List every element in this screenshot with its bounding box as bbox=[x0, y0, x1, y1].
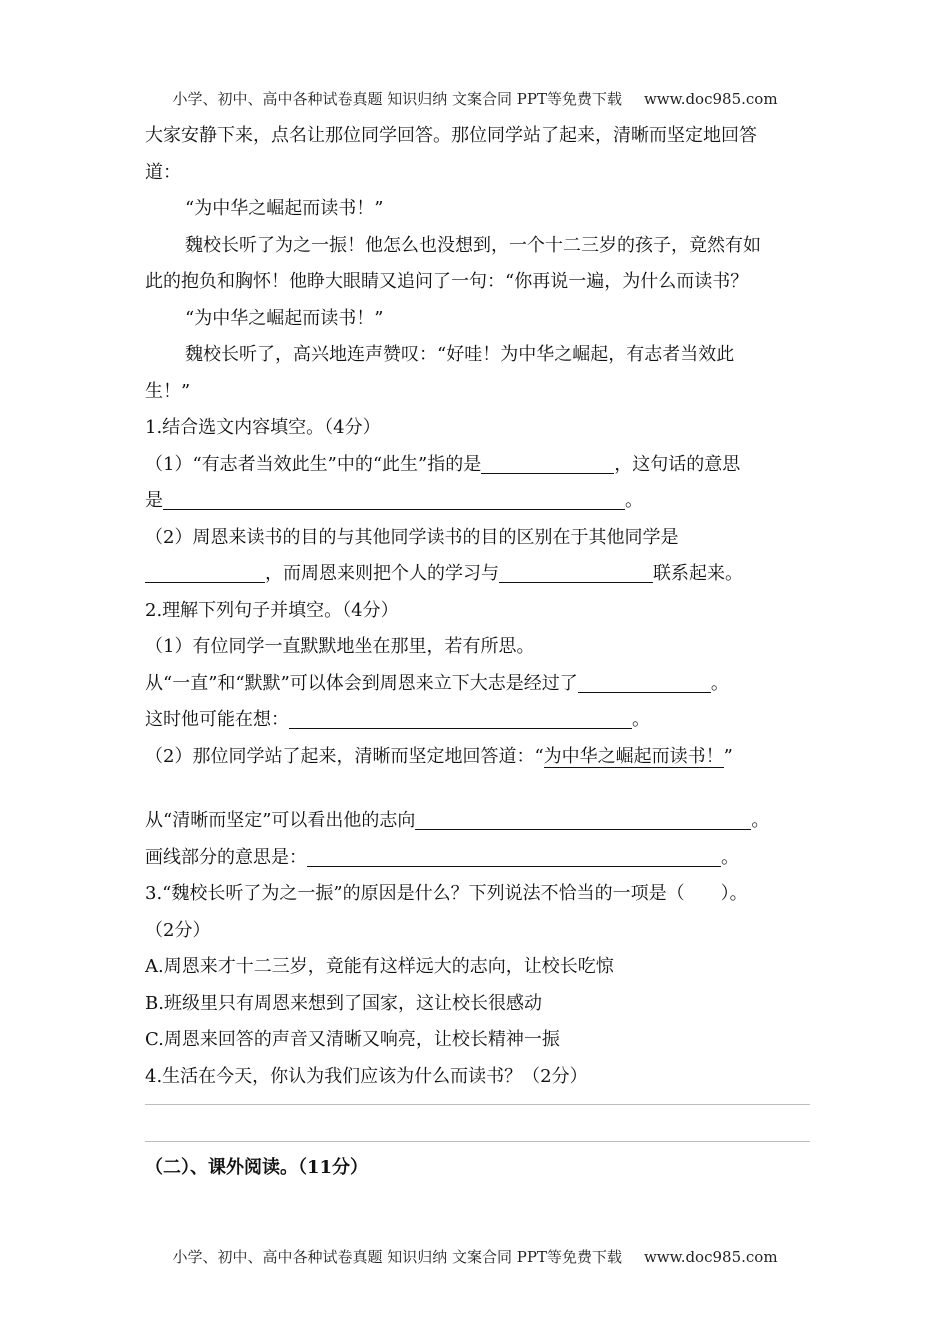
question-4-title: 4.生活在今天，你认为我们应该为什么而读书？（2分） bbox=[145, 1065, 588, 1087]
q2-text: 从“清晰而坚定”可以看出他的志向 bbox=[145, 810, 416, 831]
passage-line: 魏校长听了，高兴地连声赞叹：“好哇！为中华之崛起，有志者当效此 bbox=[185, 344, 735, 365]
q2-text: 。 bbox=[710, 672, 729, 694]
question-1-1-cont bbox=[145, 483, 810, 520]
answer-blank[interactable] bbox=[163, 487, 625, 510]
footer-text: 小学、初中、高中各种试卷真题 知识归纳 文案合同 PPT等免费下载 bbox=[172, 1248, 622, 1266]
question-2-2-a bbox=[145, 803, 810, 840]
question-2-1-a bbox=[145, 666, 810, 703]
q2-text: ” bbox=[723, 745, 733, 767]
passage-line: 生！” bbox=[145, 380, 191, 402]
header-site: www.doc985.com bbox=[643, 90, 778, 108]
q1-text: 是 bbox=[145, 490, 163, 511]
section-2-title: （二）、课外阅读。（11分） bbox=[145, 1157, 369, 1178]
q1-text: 联系起来。 bbox=[653, 563, 743, 584]
q1-text: ，这句话的意思 bbox=[614, 453, 741, 475]
q1-text: ，而周恩来则把个人的学习与 bbox=[265, 563, 499, 584]
answer-blank[interactable] bbox=[289, 706, 632, 729]
question-3-score: （2分） bbox=[145, 919, 211, 941]
answer-blank[interactable] bbox=[578, 670, 711, 693]
passage-line: 道： bbox=[145, 161, 181, 183]
spacer bbox=[145, 1105, 810, 1141]
question-1-2-cont bbox=[145, 556, 810, 593]
q2-text: 。 bbox=[721, 846, 739, 868]
spacer bbox=[145, 1095, 810, 1104]
q1-text: 。 bbox=[625, 490, 643, 511]
question-1-title: 1.结合选文内容填空。（4分） bbox=[145, 417, 381, 438]
passage-quote: “为中华之崛起而读书！” bbox=[185, 307, 384, 329]
header-text: 小学、初中、高中各种试卷真题 知识归纳 文案合同 PPT等免费下载 bbox=[172, 90, 622, 108]
question-2-2-b bbox=[145, 840, 810, 877]
q2-text: 。 bbox=[632, 709, 650, 730]
footer-site: www.doc985.com bbox=[643, 1248, 778, 1266]
question-2-title: 2.理解下列句子并填空。（4分） bbox=[145, 599, 399, 621]
answer-blank[interactable] bbox=[307, 844, 721, 867]
option-a[interactable]: A.周恩来才十二三岁，竟能有这样远大的志向，让校长吃惊 bbox=[145, 956, 614, 977]
spacer bbox=[145, 1142, 810, 1150]
underlined-sentence: 为中华之崛起而读书！ bbox=[543, 745, 724, 767]
question-2-1-b bbox=[145, 702, 810, 739]
question-1-2: （2）周恩来读书的目的与其他同学读书的目的区别在于其他同学是 bbox=[145, 526, 679, 548]
exam-content bbox=[145, 118, 810, 1187]
passage-line: 大家安静下来，点名让那位同学回答。那位同学站了起来，清晰而坚定地回答 bbox=[145, 125, 757, 146]
answer-blank[interactable] bbox=[415, 807, 751, 830]
answer-blank[interactable] bbox=[499, 560, 653, 583]
q1-text: （1）“有志者当效此生”中的“此生”指的是 bbox=[145, 453, 482, 475]
passage-quote: “为中华之崛起而读书！” bbox=[185, 198, 384, 219]
passage-line: 此的抱负和胸怀！他睁大眼睛又追问了一句：“你再说一遍，为什么而读书？ bbox=[145, 271, 749, 292]
option-b[interactable]: B.班级里只有周恩来想到了国家，这让校长很感动 bbox=[145, 992, 542, 1014]
spacer bbox=[145, 775, 810, 803]
question-1-1 bbox=[145, 447, 810, 484]
question-2-2 bbox=[145, 739, 810, 776]
answer-blank[interactable] bbox=[145, 560, 265, 583]
question-3-title: 3.“魏校长听了为之一振”的原因是什么？下列说法不恰当的一项是（ ）。 bbox=[145, 883, 748, 904]
page-header bbox=[0, 88, 950, 109]
answer-blank[interactable] bbox=[481, 451, 614, 474]
q2-text: 。 bbox=[751, 810, 770, 831]
question-2-1: （1）有位同学一直默默地坐在那里，若有所思。 bbox=[145, 636, 535, 657]
page-footer bbox=[0, 1246, 950, 1267]
option-c[interactable]: C.周恩来回答的声音又清晰又响亮，让校长精神一振 bbox=[145, 1029, 560, 1050]
q2-text: “ bbox=[534, 745, 544, 767]
q2-text: 画线部分的意思是： bbox=[145, 846, 307, 868]
passage-line: 魏校长听了为之一振！他怎么也没想到，一个十二三岁的孩子，竟然有如 bbox=[185, 234, 761, 256]
q2-text: 这时他可能在想： bbox=[145, 709, 289, 730]
q2-text: 从“一直”和“默默”可以体会到周恩来立下大志是经过了 bbox=[145, 672, 578, 694]
q2-text: （2）那位同学站了起来，清晰而坚定地回答道： bbox=[145, 745, 535, 767]
